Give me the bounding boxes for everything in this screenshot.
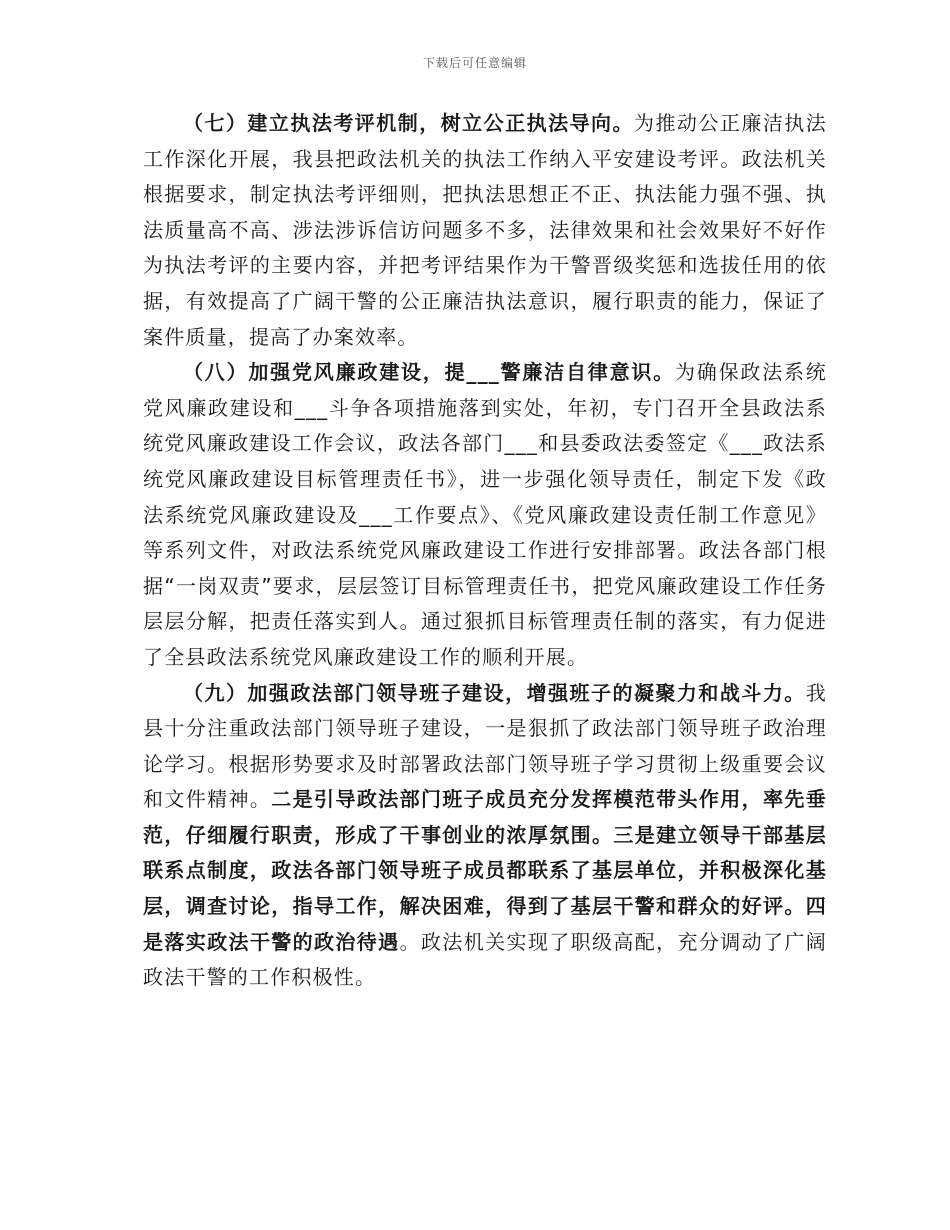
paragraph-7-text: 为推动公正廉洁执法工作深化开展，我县把政法机关的执法工作纳入平安建设考评。政法机关根据要求，制定执法考评细则，把执法思想正不正、执法能力强不强、执法质量高不高、涉法涉诉信访问题多不多，法律效果和社会效果好不好作为执法考评的主要内容，并把考评结果作为干警晋级奖惩和选拔任用的依据，有效提高了广阔干警的公正廉洁执法意识，履行职责的能力，保证了案件质量，提高了办案效率。 (143, 111, 827, 349)
paragraph-9-text: 我县十分注重政法部门领导班子建设，一是狠抓了政法部门领导班子政治理论学习。根据形势要求及时部署政法部门领导班子学习贯彻上级重要会议和文件精神。 (143, 680, 827, 812)
paragraph-9-heading: （九）加强政法部门领导班子建设，增强班子的凝聚力和战斗力。 (183, 680, 806, 705)
paragraph-8 (143, 355, 827, 675)
paragraph-8-text: 为确保政法系统党风廉政建设和___斗争各项措施落到实处，年初，专门召开全县政法系统党风廉政建设工作会议，政法各部门___和县委政法委签定《___政法系统党风廉政建设目标管理责任书》，进一步强化领导责任，制定下发《政法系统党风廉政建设及___工作要点》、《党风廉政建设责任制工作意见》等系列文件，对政法系统党风廉政建设工作进行安排部署。政法各部门根据“一岗双责”要求，层层签订目标管理责任书，把党风廉政建设工作任务层层分解，把责任落实到人。通过狠抓目标管理责任制的落实，有力促进了全县政法系统党风廉政建设工作的顺利开展。 (143, 360, 827, 669)
paragraph-8-heading: （八）加强党风廉政建设，提___警廉洁自律意识。 (183, 360, 675, 385)
paragraph-7-heading: （七）建立执法考评机制，树立公正执法导向。 (183, 111, 634, 135)
document-body (143, 106, 827, 996)
page-header: 下载后可任意编辑 (422, 56, 527, 70)
paragraph-9-closing-text: 。政法机关实现了职级高配，充分调动了广阔政法干警的工作积极性。 (143, 929, 828, 990)
paragraph-9 (143, 676, 827, 996)
paragraph-7 (143, 106, 827, 355)
paragraph-9-bold-text: 二是引导政法部门班子成员充分发挥模范带头作用，率先垂范，仔细履行职责，形成了干事创业的浓厚氛围。三是建立领导干部基层联系点制度，政法各部门领导班子成员都联系了基层单位，并积极深化基层，调查讨论，指导工作，解决困难，得到了基层干警和群众的好评。四是落实政法干警的政治待遇 (143, 787, 828, 954)
